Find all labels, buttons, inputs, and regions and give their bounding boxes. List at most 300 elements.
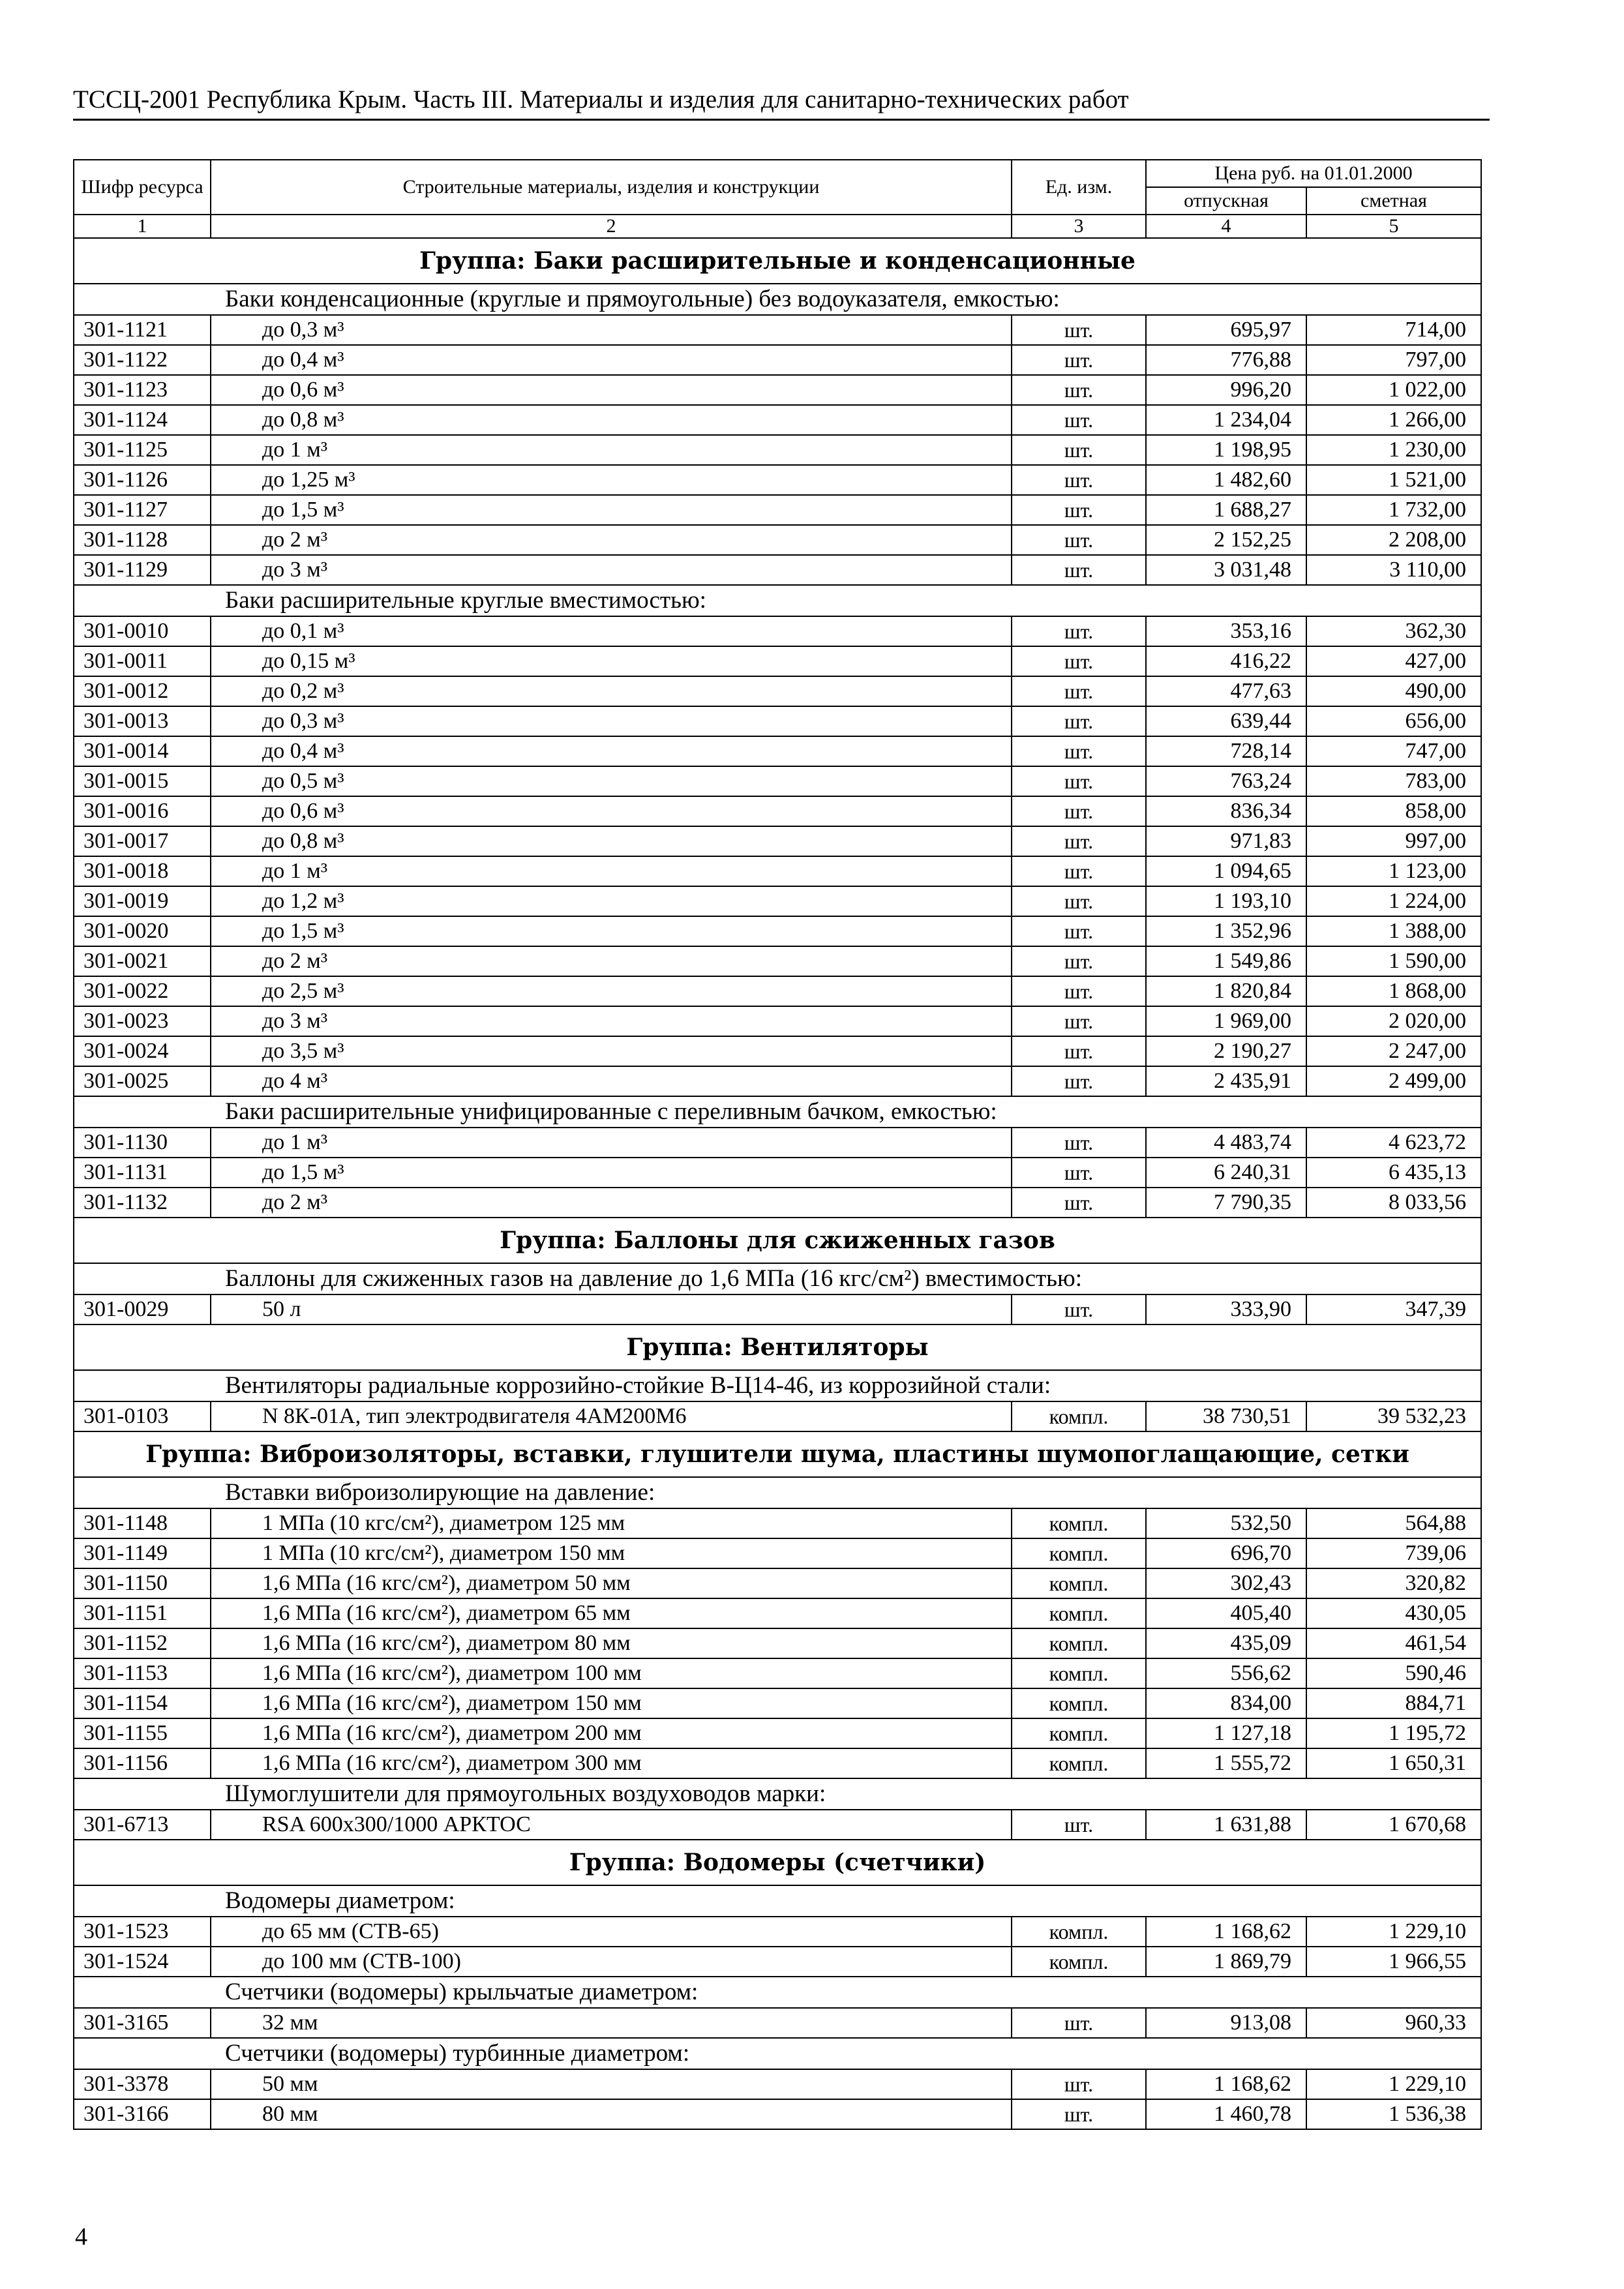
table-row (74, 2008, 1481, 2038)
price-release: 1 234,04 (1146, 405, 1306, 435)
item-name: до 1 м³ (211, 856, 1012, 886)
unit: шт. (1012, 2099, 1146, 2129)
price-release: 1 820,84 (1146, 976, 1306, 1006)
price-table (73, 159, 1482, 2130)
table-row (74, 1401, 1481, 1431)
col-header-unit: Ед. изм. (1012, 160, 1146, 215)
item-name: до 1 м³ (211, 1128, 1012, 1158)
unit: компл. (1012, 1917, 1146, 1947)
subgroup-row (74, 585, 1481, 616)
price-release: 695,97 (1146, 315, 1306, 345)
table-row (74, 1006, 1481, 1036)
price-release: 1 168,62 (1146, 1917, 1306, 1947)
table-row (74, 826, 1481, 856)
unit: шт. (1012, 736, 1146, 766)
price-estimate: 1 388,00 (1306, 916, 1481, 946)
item-name: до 0,2 м³ (211, 676, 1012, 706)
resource-code: 301-1153 (74, 1658, 211, 1688)
price-estimate: 1 966,55 (1306, 1947, 1481, 1977)
resource-code: 301-0011 (74, 646, 211, 676)
unit: компл. (1012, 1598, 1146, 1628)
price-release: 763,24 (1146, 766, 1306, 796)
resource-code: 301-1149 (74, 1538, 211, 1568)
price-release: 556,62 (1146, 1658, 1306, 1688)
price-estimate: 1 230,00 (1306, 435, 1481, 465)
price-estimate: 2 020,00 (1306, 1006, 1481, 1036)
table-row (74, 976, 1481, 1006)
unit: шт. (1012, 2069, 1146, 2099)
price-estimate: 6 435,13 (1306, 1158, 1481, 1188)
price-estimate: 427,00 (1306, 646, 1481, 676)
unit: шт. (1012, 676, 1146, 706)
item-name: до 1,5 м³ (211, 916, 1012, 946)
group-row (74, 1324, 1481, 1370)
resource-code: 301-1152 (74, 1628, 211, 1658)
resource-code: 301-1150 (74, 1568, 211, 1598)
unit: шт. (1012, 1066, 1146, 1096)
resource-code: 301-3166 (74, 2099, 211, 2129)
price-estimate: 1 022,00 (1306, 375, 1481, 405)
price-release: 1 555,72 (1146, 1748, 1306, 1778)
subgroup-row (74, 1263, 1481, 1294)
price-estimate: 739,06 (1306, 1538, 1481, 1568)
price-release: 1 198,95 (1146, 435, 1306, 465)
price-estimate: 1 650,31 (1306, 1748, 1481, 1778)
item-name: до 3 м³ (211, 555, 1012, 585)
price-table-body (74, 160, 1481, 2129)
price-estimate: 430,05 (1306, 1598, 1481, 1628)
table-row (74, 1688, 1481, 1718)
item-name: 50 мм (211, 2069, 1012, 2099)
unit: шт. (1012, 1294, 1146, 1324)
resource-code: 301-0025 (74, 1066, 211, 1096)
table-row (74, 646, 1481, 676)
column-number: 1 (74, 215, 211, 238)
resource-code: 301-1151 (74, 1598, 211, 1628)
item-name: 1,6 МПа (16 кгс/см²), диаметром 80 мм (211, 1628, 1012, 1658)
price-release: 996,20 (1146, 375, 1306, 405)
price-estimate: 783,00 (1306, 766, 1481, 796)
item-name: 1,6 МПа (16 кгс/см²), диаметром 300 мм (211, 1748, 1012, 1778)
item-name: RSA 600x300/1000 АРКТОС (211, 1810, 1012, 1840)
resource-code: 301-0029 (74, 1294, 211, 1324)
subgroup-title: Шумоглушители для прямоугольных воздуховодов марки: (74, 1778, 1481, 1810)
unit: шт. (1012, 555, 1146, 585)
item-name: до 0,8 м³ (211, 826, 1012, 856)
table-row (74, 1066, 1481, 1096)
price-release: 1 969,00 (1146, 1006, 1306, 1036)
item-name: до 1,5 м³ (211, 495, 1012, 525)
price-estimate: 2 247,00 (1306, 1036, 1481, 1066)
price-estimate: 461,54 (1306, 1628, 1481, 1658)
price-release: 353,16 (1146, 616, 1306, 646)
unit: шт. (1012, 856, 1146, 886)
col-header-code: Шифр ресурса (74, 160, 211, 215)
unit: шт. (1012, 646, 1146, 676)
resource-code: 301-0013 (74, 706, 211, 736)
subgroup-title: Баки расширительные круглые вместимостью: (74, 585, 1481, 616)
subgroup-row (74, 1096, 1481, 1128)
column-number-row (74, 215, 1481, 238)
resource-code: 301-0016 (74, 796, 211, 826)
price-release: 4 483,74 (1146, 1128, 1306, 1158)
group-title: Группа: Баллоны для сжиженных газов (74, 1218, 1481, 1263)
price-estimate: 2 208,00 (1306, 525, 1481, 555)
table-row (74, 946, 1481, 976)
item-name: до 4 м³ (211, 1066, 1012, 1096)
group-row (74, 1218, 1481, 1263)
resource-code: 301-1131 (74, 1158, 211, 1188)
resource-code: 301-1126 (74, 465, 211, 495)
price-estimate: 39 532,23 (1306, 1401, 1481, 1431)
item-name: до 0,1 м³ (211, 616, 1012, 646)
column-number: 2 (211, 215, 1012, 238)
item-name: до 0,8 м³ (211, 405, 1012, 435)
price-estimate: 997,00 (1306, 826, 1481, 856)
resource-code: 301-1155 (74, 1718, 211, 1748)
price-estimate: 858,00 (1306, 796, 1481, 826)
group-title: Группа: Вентиляторы (74, 1324, 1481, 1370)
subgroup-title: Баки расширительные унифицированные с переливным бачком, емкостью: (74, 1096, 1481, 1128)
table-row (74, 435, 1481, 465)
resource-code: 301-1128 (74, 525, 211, 555)
price-estimate: 564,88 (1306, 1508, 1481, 1538)
column-number: 3 (1012, 215, 1146, 238)
resource-code: 301-0023 (74, 1006, 211, 1036)
resource-code: 301-1125 (74, 435, 211, 465)
table-row (74, 525, 1481, 555)
resource-code: 301-1154 (74, 1688, 211, 1718)
item-name: до 0,15 м³ (211, 646, 1012, 676)
subgroup-title: Баки конденсационные (круглые и прямоугольные) без водоуказателя, емкостью: (74, 284, 1481, 315)
resource-code: 301-1124 (74, 405, 211, 435)
item-name: 1 МПа (10 кгс/см²), диаметром 150 мм (211, 1538, 1012, 1568)
item-name: до 2 м³ (211, 525, 1012, 555)
resource-code: 301-1148 (74, 1508, 211, 1538)
group-row (74, 238, 1481, 284)
item-name: 50 л (211, 1294, 1012, 1324)
subgroup-title: Баллоны для сжиженных газов на давление до 1,6 МПа (16 кгс/см²) вместимостью: (74, 1263, 1481, 1294)
price-estimate: 884,71 (1306, 1688, 1481, 1718)
table-row (74, 2099, 1481, 2129)
item-name: 1,6 МПа (16 кгс/см²), диаметром 100 мм (211, 1658, 1012, 1688)
table-row (74, 796, 1481, 826)
resource-code: 301-0020 (74, 916, 211, 946)
table-row (74, 465, 1481, 495)
resource-code: 301-1121 (74, 315, 211, 345)
table-row (74, 1748, 1481, 1778)
table-row (74, 345, 1481, 375)
table-row (74, 1294, 1481, 1324)
price-release: 1 094,65 (1146, 856, 1306, 886)
subgroup-row (74, 1977, 1481, 2008)
table-header-row (74, 160, 1481, 187)
table-row (74, 1128, 1481, 1158)
item-name: до 0,6 м³ (211, 796, 1012, 826)
unit: шт. (1012, 345, 1146, 375)
price-estimate: 347,39 (1306, 1294, 1481, 1324)
table-row (74, 1036, 1481, 1066)
table-row (74, 1628, 1481, 1658)
price-estimate: 2 499,00 (1306, 1066, 1481, 1096)
price-release: 302,43 (1146, 1568, 1306, 1598)
table-row (74, 1598, 1481, 1628)
subgroup-title: Счетчики (водомеры) крыльчатые диаметром: (74, 1977, 1481, 2008)
price-estimate: 490,00 (1306, 676, 1481, 706)
unit: шт. (1012, 706, 1146, 736)
price-estimate: 1 521,00 (1306, 465, 1481, 495)
price-estimate: 3 110,00 (1306, 555, 1481, 585)
price-release: 435,09 (1146, 1628, 1306, 1658)
price-release: 834,00 (1146, 1688, 1306, 1718)
price-estimate: 1 123,00 (1306, 856, 1481, 886)
item-name: до 1 м³ (211, 435, 1012, 465)
unit: шт. (1012, 1810, 1146, 1840)
unit: шт. (1012, 1128, 1146, 1158)
price-release: 2 435,91 (1146, 1066, 1306, 1096)
unit: шт. (1012, 525, 1146, 555)
resource-code: 301-0017 (74, 826, 211, 856)
unit: шт. (1012, 1006, 1146, 1036)
unit: шт. (1012, 616, 1146, 646)
resource-code: 301-0022 (74, 976, 211, 1006)
price-estimate: 8 033,56 (1306, 1188, 1481, 1218)
group-row (74, 1431, 1481, 1477)
price-estimate: 1 224,00 (1306, 886, 1481, 916)
price-estimate: 4 623,72 (1306, 1128, 1481, 1158)
unit: компл. (1012, 1568, 1146, 1598)
resource-code: 301-1156 (74, 1748, 211, 1778)
unit: компл. (1012, 1401, 1146, 1431)
table-row (74, 706, 1481, 736)
resource-code: 301-1127 (74, 495, 211, 525)
price-release: 477,63 (1146, 676, 1306, 706)
price-estimate: 1 266,00 (1306, 405, 1481, 435)
subgroup-title: Счетчики (водомеры) турбинные диаметром: (74, 2038, 1481, 2069)
price-release: 3 031,48 (1146, 555, 1306, 585)
table-row (74, 736, 1481, 766)
item-name: до 0,6 м³ (211, 375, 1012, 405)
price-release: 1 549,86 (1146, 946, 1306, 976)
table-row (74, 1947, 1481, 1977)
price-estimate: 656,00 (1306, 706, 1481, 736)
resource-code: 301-1122 (74, 345, 211, 375)
item-name: до 100 мм (СТВ-100) (211, 1947, 1012, 1977)
resource-code: 301-3378 (74, 2069, 211, 2099)
price-release: 405,40 (1146, 1598, 1306, 1628)
table-row (74, 676, 1481, 706)
item-name: до 2 м³ (211, 1188, 1012, 1218)
item-name: до 1,25 м³ (211, 465, 1012, 495)
subgroup-title: Водомеры диаметром: (74, 1885, 1481, 1917)
price-release: 971,83 (1146, 826, 1306, 856)
price-estimate: 1 195,72 (1306, 1718, 1481, 1748)
price-release: 836,34 (1146, 796, 1306, 826)
price-release: 6 240,31 (1146, 1158, 1306, 1188)
price-estimate: 1 868,00 (1306, 976, 1481, 1006)
subgroup-row (74, 1477, 1481, 1508)
price-release: 1 869,79 (1146, 1947, 1306, 1977)
price-estimate: 797,00 (1306, 345, 1481, 375)
unit: шт. (1012, 766, 1146, 796)
unit: шт. (1012, 2008, 1146, 2038)
price-release: 2 152,25 (1146, 525, 1306, 555)
unit: компл. (1012, 1508, 1146, 1538)
unit: шт. (1012, 796, 1146, 826)
price-estimate: 1 732,00 (1306, 495, 1481, 525)
table-row (74, 616, 1481, 646)
table-row (74, 886, 1481, 916)
table-row (74, 1718, 1481, 1748)
unit: шт. (1012, 1188, 1146, 1218)
subgroup-row (74, 284, 1481, 315)
resource-code: 301-0014 (74, 736, 211, 766)
resource-code: 301-1129 (74, 555, 211, 585)
column-number: 5 (1306, 215, 1481, 238)
unit: шт. (1012, 1158, 1146, 1188)
page-number: 4 (75, 2223, 87, 2251)
resource-code: 301-0019 (74, 886, 211, 916)
page-header-title: ТССЦ-2001 Республика Крым. Часть III. Материалы и изделия для санитарно-технических работ (73, 85, 1129, 113)
resource-code: 301-0103 (74, 1401, 211, 1431)
price-release: 639,44 (1146, 706, 1306, 736)
price-release: 333,90 (1146, 1294, 1306, 1324)
unit: шт. (1012, 465, 1146, 495)
item-name: 1,6 МПа (16 кгс/см²), диаметром 50 мм (211, 1568, 1012, 1598)
item-name: 80 мм (211, 2099, 1012, 2129)
item-name: до 2,5 м³ (211, 976, 1012, 1006)
group-title: Группа: Виброизоляторы, вставки, глушители шума, пластины шумопоглащающие, сетки (74, 1431, 1481, 1477)
price-estimate: 714,00 (1306, 315, 1481, 345)
table-row (74, 555, 1481, 585)
subgroup-row (74, 1885, 1481, 1917)
subgroup-title: Вставки виброизолирующие на давление: (74, 1477, 1481, 1508)
table-row (74, 1538, 1481, 1568)
unit: шт. (1012, 826, 1146, 856)
price-release: 532,50 (1146, 1508, 1306, 1538)
table-row (74, 856, 1481, 886)
price-estimate: 1 229,10 (1306, 1917, 1481, 1947)
price-release: 776,88 (1146, 345, 1306, 375)
table-row (74, 1810, 1481, 1840)
subgroup-row (74, 2038, 1481, 2069)
unit: компл. (1012, 1628, 1146, 1658)
price-estimate: 960,33 (1306, 2008, 1481, 2038)
price-release: 2 190,27 (1146, 1036, 1306, 1066)
price-release: 1 460,78 (1146, 2099, 1306, 2129)
price-estimate: 1 229,10 (1306, 2069, 1481, 2099)
resource-code: 301-0024 (74, 1036, 211, 1066)
group-title: Группа: Баки расширительные и конденсационные (74, 238, 1481, 284)
price-release: 696,70 (1146, 1538, 1306, 1568)
resource-code: 301-1130 (74, 1128, 211, 1158)
unit: шт. (1012, 315, 1146, 345)
price-estimate: 1 536,38 (1306, 2099, 1481, 2129)
price-release: 1 193,10 (1146, 886, 1306, 916)
price-estimate: 1 590,00 (1306, 946, 1481, 976)
table-row (74, 1658, 1481, 1688)
item-name: до 0,3 м³ (211, 315, 1012, 345)
table-row (74, 495, 1481, 525)
table-row (74, 1568, 1481, 1598)
item-name: 1,6 МПа (16 кгс/см²), диаметром 65 мм (211, 1598, 1012, 1628)
item-name: до 0,5 м³ (211, 766, 1012, 796)
price-estimate: 362,30 (1306, 616, 1481, 646)
price-release: 1 631,88 (1146, 1810, 1306, 1840)
table-row (74, 1917, 1481, 1947)
item-name: до 65 мм (СТВ-65) (211, 1917, 1012, 1947)
unit: шт. (1012, 916, 1146, 946)
price-release: 7 790,35 (1146, 1188, 1306, 1218)
unit: компл. (1012, 1688, 1146, 1718)
item-name: до 1,2 м³ (211, 886, 1012, 916)
price-release: 1 482,60 (1146, 465, 1306, 495)
table-row (74, 2069, 1481, 2099)
price-release: 728,14 (1146, 736, 1306, 766)
price-release: 1 127,18 (1146, 1718, 1306, 1748)
col-header-release: отпускная (1146, 187, 1306, 215)
subgroup-title: Вентиляторы радиальные коррозийно-стойкие В-Ц14-46, из коррозийной стали: (74, 1370, 1481, 1401)
col-header-estimate: сметная (1306, 187, 1481, 215)
group-row (74, 1840, 1481, 1885)
resource-code: 301-1523 (74, 1917, 211, 1947)
price-estimate: 747,00 (1306, 736, 1481, 766)
item-name: 1,6 МПа (16 кгс/см²), диаметром 200 мм (211, 1718, 1012, 1748)
price-release: 1 168,62 (1146, 2069, 1306, 2099)
item-name: N 8К-01А, тип электродвигателя 4АМ200М6 (211, 1401, 1012, 1431)
resource-code: 301-1132 (74, 1188, 211, 1218)
unit: компл. (1012, 1658, 1146, 1688)
table-row (74, 916, 1481, 946)
subgroup-row (74, 1778, 1481, 1810)
group-title: Группа: Водомеры (счетчики) (74, 1840, 1481, 1885)
price-estimate: 590,46 (1306, 1658, 1481, 1688)
resource-code: 301-3165 (74, 2008, 211, 2038)
unit: шт. (1012, 976, 1146, 1006)
table-row (74, 1158, 1481, 1188)
subgroup-row (74, 1370, 1481, 1401)
unit: шт. (1012, 405, 1146, 435)
item-name: до 0,4 м³ (211, 345, 1012, 375)
resource-code: 301-0012 (74, 676, 211, 706)
item-name: до 0,4 м³ (211, 736, 1012, 766)
unit: шт. (1012, 886, 1146, 916)
unit: шт. (1012, 495, 1146, 525)
item-name: 32 мм (211, 2008, 1012, 2038)
resource-code: 301-0010 (74, 616, 211, 646)
table-row (74, 1188, 1481, 1218)
col-header-price: Цена руб. на 01.01.2000 (1146, 160, 1481, 187)
item-name: до 0,3 м³ (211, 706, 1012, 736)
unit: шт. (1012, 1036, 1146, 1066)
price-release: 416,22 (1146, 646, 1306, 676)
table-row (74, 405, 1481, 435)
column-number: 4 (1146, 215, 1306, 238)
header-rule (73, 119, 1490, 121)
table-row (74, 766, 1481, 796)
resource-code: 301-0021 (74, 946, 211, 976)
price-estimate: 320,82 (1306, 1568, 1481, 1598)
unit: компл. (1012, 1748, 1146, 1778)
unit: шт. (1012, 375, 1146, 405)
price-release: 913,08 (1146, 2008, 1306, 2038)
unit: компл. (1012, 1947, 1146, 1977)
item-name: до 3,5 м³ (211, 1036, 1012, 1066)
resource-code: 301-0015 (74, 766, 211, 796)
unit: шт. (1012, 946, 1146, 976)
price-release: 38 730,51 (1146, 1401, 1306, 1431)
unit: шт. (1012, 435, 1146, 465)
